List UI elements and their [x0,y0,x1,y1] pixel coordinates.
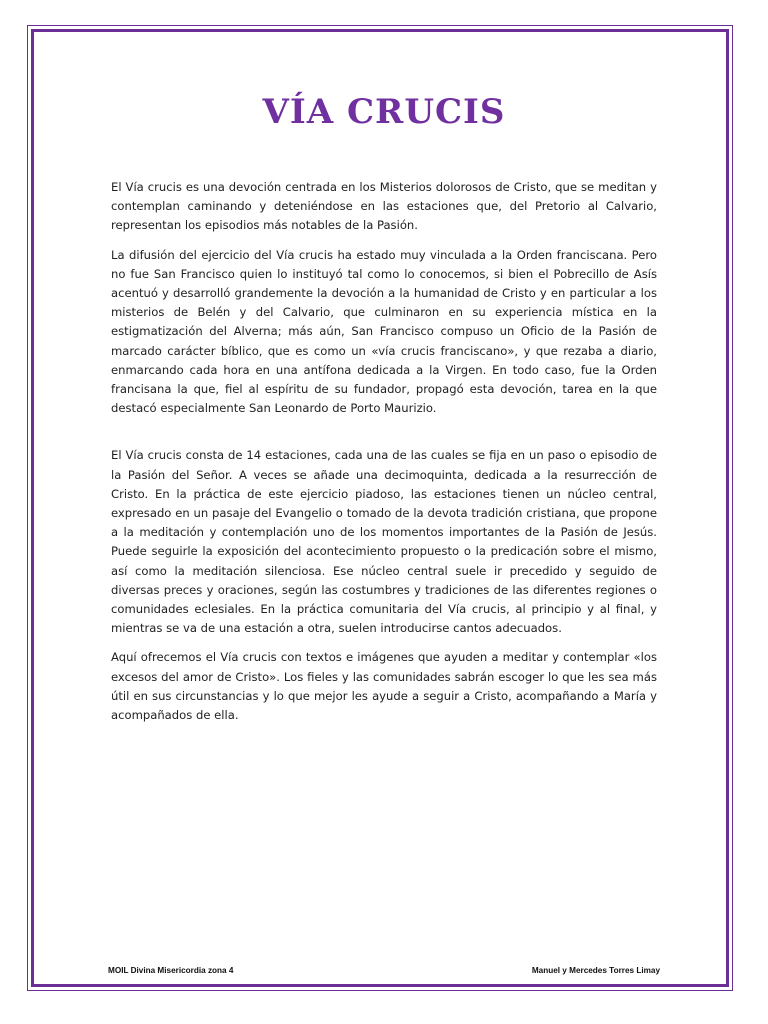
footer-right-text: Manuel y Mercedes Torres Limay [531,966,660,975]
page-title: VÍA CRUCIS [262,92,506,132]
document-body [111,178,657,735]
page-footer [108,966,660,980]
footer-left-text: MOIL Divina Misericordia zona 4 [108,966,234,975]
paragraph-intro: El Vía crucis es una devoción centrada en los Misterios dolorosos de Cristo, que se meditan y contemplan caminando y deteniéndose en las estaciones que, del Pretorio al Calvario, representan los episodios más notables de la Pasión. [111,180,657,233]
paragraph-history: La difusión del ejercicio del Vía crucis ha estado muy vinculada a la Orden franciscana. Pero no fue San Francisco quien lo instituyó tal como lo conocemos, si bien el Pobrecillo de Asís acentuó y desarrolló grandemente la devoción a la humanidad de Cristo y en particular a los misterios de Belén y del Calvario, que culminaron en su experiencia mística en la estigmatización del Alverna; más aún, San Francisco compuso un Oficio de la Pasión de marcado carácter bíblico, que es como un «vía crucis franciscano», y que rezaba a diario, enmarcando cada hora en una antífona dedicada a la Virgen. En todo caso, fue la Orden francisana la que, fiel al espíritu de su fundador, propagó esta devoción, tarea en la que destacó especialmente San Leonardo de Porto Maurizio. [111,247,657,416]
paragraph-stations: El Vía crucis consta de 14 estaciones, cada una de las cuales se fija en un paso o episodio de la Pasión del Señor. A veces se añade una decimoquinta, dedicada a la resurrección de Cristo. En la práctica de este ejercicio piadoso, las estaciones tienen un núcleo central, expresado en un pasaje del Evangelio o tomado de la devota tradición cristiana, que propone a la meditación y contemplación uno de los momentos importantes de la Pasión de Jesús. Puede seguirle la exposición del acontecimiento propuesto o la predicación sobre el mismo, así como la meditación silenciosa. Ese núcleo central suele ir precedido y seguido de diversas preces y oraciones, según las costumbres y tradiciones de las diferentes regiones o comunidades eclesiales. En la práctica comunitaria del Vía crucis, al principio y al final, y mientras se va de una estación a otra, suelen introducirse cantos adecuados. [111,448,657,636]
paragraph-offer: Aquí ofrecemos el Vía crucis con textos e imágenes que ayuden a meditar y contemplar «los excesos del amor de Cristo». Los fieles y las comunidades sabrán escoger lo que les sea más útil en sus circunstancias y lo que mejor les ayude a seguir a Cristo, acompañando a María y acompañados de ella. [111,650,657,723]
